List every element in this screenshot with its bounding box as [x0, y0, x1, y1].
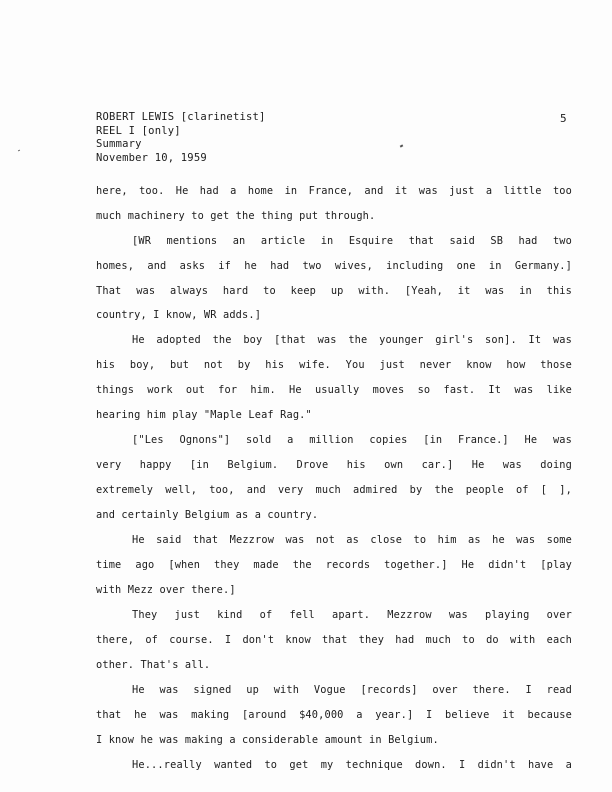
header-summary: Summary [96, 138, 142, 150]
text-line: here, too. He had a home in France, and it was just a little too [96, 185, 572, 197]
text-line: that he was making [around $40,000 a year.] I believe it because [96, 709, 572, 721]
text-line: ["Les Ognons"] sold a million copies [in France.] He was [132, 434, 572, 446]
text-line: He said that Mezzrow was not as close to him as he was some [132, 534, 572, 546]
text-line: very happy [in Belgium. Drove his own car.] He was doing [96, 459, 572, 471]
text-line: and certainly Belgium as a country. [96, 509, 319, 521]
document-header [96, 111, 396, 165]
text-line: [WR mentions an article in Esquire that said SB had two [132, 235, 572, 247]
text-line: country, I know, WR adds.] [96, 309, 262, 321]
text-line: things work out for him. He usually moves so fast. It was like [96, 384, 572, 396]
header-name: ROBERT LEWIS [clarinetist] [96, 111, 266, 123]
text-line: I know he was making a considerable amount in Belgium. [96, 734, 439, 746]
scan-speck [400, 144, 404, 147]
text-line: with Mezz over there.] [96, 584, 236, 596]
page-number: 5 [560, 112, 567, 125]
text-line: He...really wanted to get my technique down. I didn't have a [132, 759, 572, 771]
text-line: He adopted the boy [that was the younger girl's son]. It was [132, 334, 572, 346]
text-line: time ago [when they made the records together.] He didn't [play [96, 559, 572, 571]
text-line: hearing him play "Maple Leaf Rag." [96, 409, 312, 421]
text-line: homes, and asks if he had two wives, including one in Germany.] [96, 260, 572, 272]
text-line: They just kind of fell apart. Mezzrow was playing over [132, 609, 572, 621]
text-line: much machinery to get the thing put through. [96, 210, 376, 222]
header-date: November 10, 1959 [96, 151, 207, 164]
text-line: other. That's all. [96, 659, 211, 671]
text-line: He was signed up with Vogue [records] over there. I read [132, 684, 572, 696]
text-line: extremely well, too, and very much admired by the people of [ ], [96, 484, 572, 496]
header-reel: REEL I [only] [96, 124, 181, 137]
scan-speck [18, 150, 20, 152]
text-line: there, of course. I don't know that they had much to do with each [96, 634, 572, 646]
text-line: That was always hard to keep up with. [Yeah, it was in this [96, 285, 572, 297]
text-line: his boy, but not by his wife. You just never know how those [96, 359, 572, 371]
